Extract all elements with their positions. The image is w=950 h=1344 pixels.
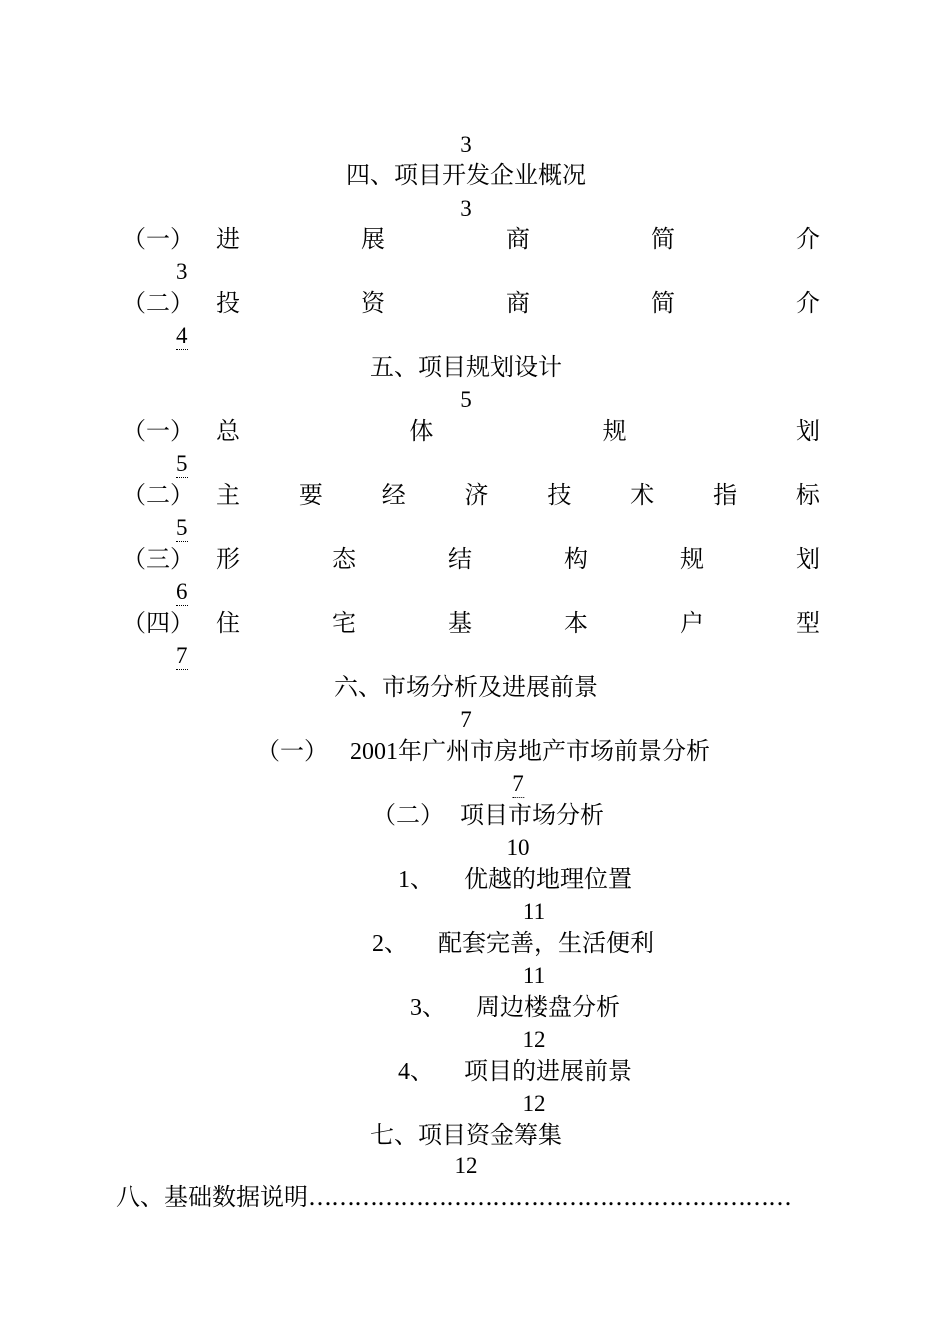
toc-item-char: 经 [381,481,406,509]
toc-item-label: 优越的地理位置 [464,865,632,893]
toc-item-char: 主 [216,481,240,509]
toc-page-link[interactable]: 6 [176,579,188,604]
toc-page-link[interactable]: 5 [176,515,188,540]
toc-item-char: 划 [796,545,820,573]
toc-item-label: 项目的进展前景 [464,1057,632,1085]
toc-item-prefix: （一） [122,225,194,253]
toc-heading-section-4[interactable]: 四、项目开发企业概况 [346,161,586,189]
toc-entry-economic-indicators[interactable] [216,480,820,510]
toc-page-number: 12 [522,1091,546,1116]
toc-item-prefix: （三） [122,545,194,573]
toc-item-prefix: （二） [122,289,194,317]
toc-item-number: 3、 [410,995,446,1021]
toc-item-char: 住 [216,609,240,637]
toc-entry-unit-types[interactable] [216,608,820,638]
toc-item-char: 简 [651,289,675,317]
toc-item-char: 结 [448,545,472,573]
toc-item-char: 标 [795,481,820,509]
toc-entry-project-outlook[interactable] [398,1056,632,1087]
toc-entry-form-planning[interactable] [216,544,820,574]
toc-item-number: 1、 [398,867,434,893]
toc-entry-nearby-projects[interactable] [410,992,620,1023]
toc-item-char: 构 [564,545,588,573]
toc-page-number: 5 [460,387,472,412]
toc-item-label: 2001年广州市房地产市场前景分析 [350,739,710,765]
toc-item-char: 规 [602,417,627,445]
toc-page-link[interactable]: 7 [176,643,188,668]
toc-item-char: 形 [216,545,240,573]
toc-page-number: 11 [522,899,546,924]
toc-item-label: 八、基础数据说明 [116,1183,308,1211]
toc-item-char: 技 [547,481,572,509]
toc-item-char: 态 [332,545,356,573]
toc-item-label: 项目市场分析 [460,801,604,829]
toc-item-char: 型 [796,609,820,637]
toc-entry-overall-planning[interactable] [216,416,820,446]
toc-item-char: 规 [680,545,704,573]
toc-item-char: 展 [361,225,385,253]
toc-item-char: 基 [448,609,472,637]
toc-item-char: 介 [796,289,820,317]
toc-item-char: 进 [216,225,240,253]
toc-item-char: 总 [216,417,240,445]
toc-page-number: 10 [506,835,530,860]
toc-entry-facilities[interactable] [372,928,654,959]
toc-heading-section-7[interactable]: 七、项目资金筹集 [370,1121,562,1149]
toc-page-number: 3 [176,259,188,284]
toc-page-link[interactable]: 5 [176,451,188,476]
toc-item-label: 配套完善，生活便利 [438,929,654,957]
toc-entry-developer-intro[interactable] [216,224,820,254]
toc-entry-investor-intro[interactable] [216,288,820,318]
toc-item-char: 宅 [332,609,356,637]
toc-page-number: 3 [460,132,472,157]
toc-item-char: 户 [680,609,704,637]
toc-item-label: 周边楼盘分析 [476,993,620,1021]
toc-item-prefix: （一） [122,417,194,445]
toc-item-prefix: （二） [122,481,194,509]
toc-page-number: 12 [454,1153,478,1178]
toc-item-char: 要 [298,481,323,509]
toc-item-char: 指 [713,481,738,509]
toc-item-char: 介 [796,225,820,253]
toc-leader-dots: ……………………………………………………… [308,1183,791,1211]
toc-entry-2001-market[interactable] [256,736,710,767]
toc-item-char: 简 [651,225,675,253]
toc-item-char: 术 [630,481,655,509]
toc-page-number: 11 [522,963,546,988]
toc-item-char: 济 [464,481,489,509]
toc-item-char: 体 [409,417,434,445]
toc-item-char: 商 [506,225,530,253]
toc-item-char: 商 [506,289,530,317]
toc-page-number: 3 [460,196,472,221]
toc-heading-section-8[interactable] [116,1182,791,1212]
toc-entry-location[interactable] [398,864,632,895]
toc-page-number: 7 [460,707,472,732]
toc-item-number: 2、 [372,931,408,957]
toc-item-prefix: （二） [372,801,444,829]
toc-page-link[interactable]: 7 [512,771,524,796]
toc-item-prefix: （一） [256,737,328,765]
toc-item-char: 投 [216,289,240,317]
toc-item-number: 4、 [398,1059,434,1085]
toc-item-char: 本 [564,609,588,637]
toc-item-char: 划 [795,417,820,445]
toc-heading-section-5[interactable]: 五、项目规划设计 [370,353,562,381]
toc-heading-section-6[interactable]: 六、市场分析及进展前景 [334,673,598,701]
toc-page-link[interactable]: 4 [176,323,188,348]
toc-page-number: 12 [522,1027,546,1052]
toc-item-prefix: （四） [122,609,194,637]
toc-item-char: 资 [361,289,385,317]
toc-entry-project-market[interactable] [372,800,604,830]
